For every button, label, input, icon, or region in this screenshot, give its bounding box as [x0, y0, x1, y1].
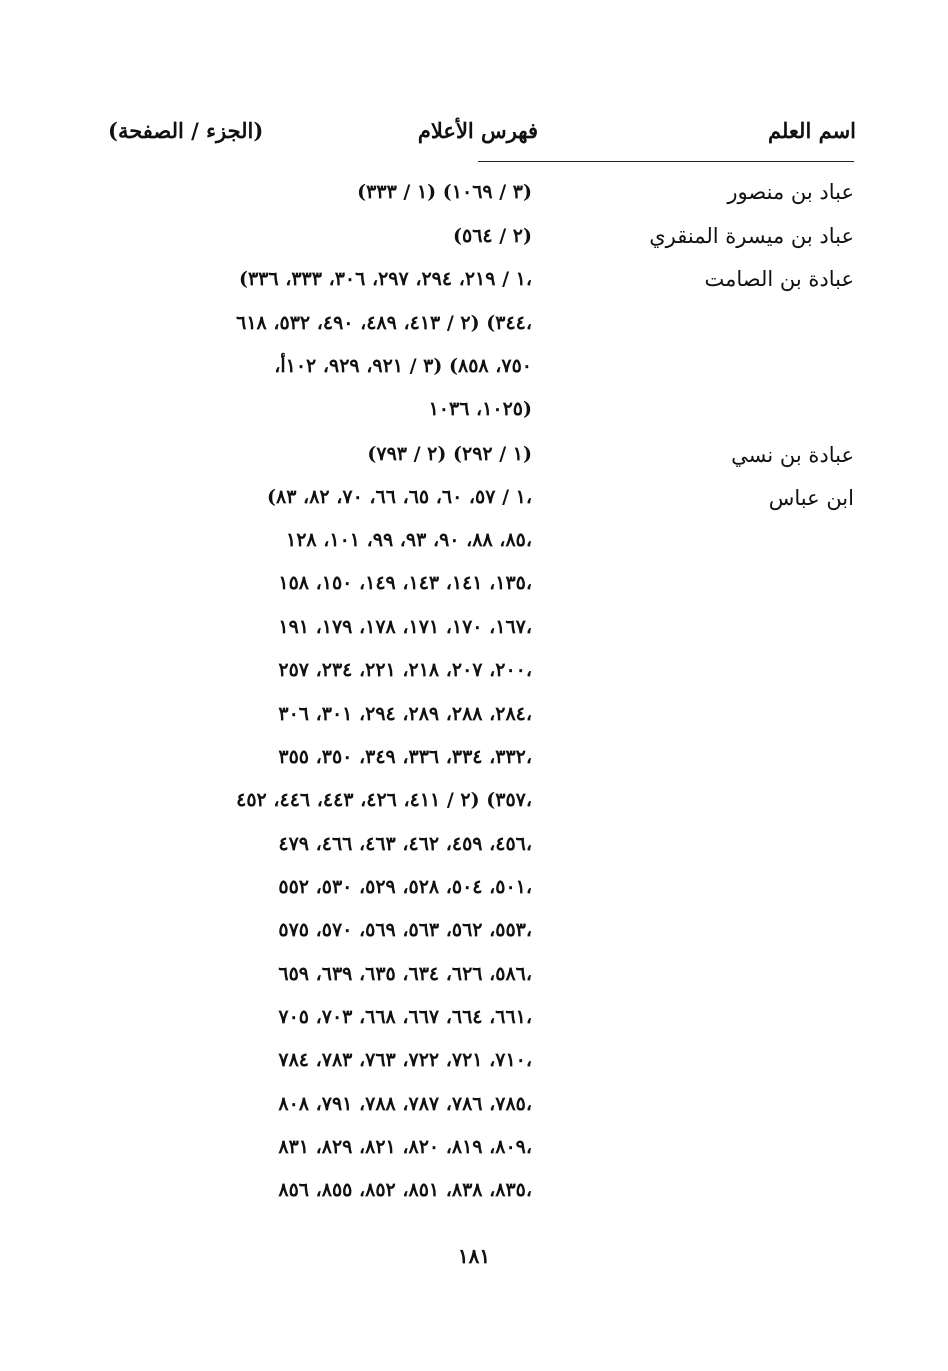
reference-line: ٣٣٢، ٣٣٤، ٣٣٦، ٣٤٩، ٣٥٠، ٣٥٥، — [278, 746, 532, 768]
reference-line: (٢ / ٥٦٤) — [452, 225, 532, 247]
reference-line: (١ / ٢١٩، ٢٩٤، ٢٩٧، ٣٠٦، ٣٣٣، ٣٣٦، — [238, 268, 532, 290]
reference-line: (١ / ٣٣٣) (٣ / ١٠٦٩) — [357, 181, 532, 203]
reference-line: ٨٠٩، ٨١٩، ٨٢٠، ٨٢١، ٨٢٩، ٨٣١، — [278, 1136, 532, 1158]
reference-line: ٦٦١، ٦٦٤، ٦٦٧، ٦٦٨، ٧٠٣، ٧٠٥، — [278, 1006, 532, 1028]
reference-line: ٨٣٥، ٨٣٨، ٨٥١، ٨٥٢، ٨٥٥، ٨٥٦، — [278, 1179, 532, 1201]
entry-name: عباد بن ميسرة المنقري — [649, 224, 854, 248]
reference-line: (٢ / ٧٩٣) (١ / ٢٩٢) — [367, 443, 532, 465]
entry-name: ابن عباس — [768, 486, 854, 510]
reference-line: ٧١٠، ٧٢١، ٧٢٢، ٧٦٣، ٧٨٣، ٧٨٤، — [278, 1049, 532, 1071]
header-name-column: اسم العلم — [767, 118, 856, 143]
reference-line: ١٠٢٥، ١٠٣٦) — [428, 398, 532, 420]
reference-line: ٥٥٣، ٥٦٢، ٥٦٣، ٥٦٩، ٥٧٠، ٥٧٥، — [278, 919, 532, 941]
page-number: ١٨١ — [457, 1244, 491, 1268]
reference-line: ٧٥٠، ٨٥٨) (٣ / ٩٢١، ٩٢٩، ١٠٢أ، — [274, 355, 532, 377]
header-title: فهرس الأعلام — [417, 118, 538, 143]
entry-name: عبادة بن نسي — [731, 443, 854, 467]
reference-line: ٣٥٧) (٢ / ٤١١، ٤٢٦، ٤٤٣، ٤٤٦، ٤٥٢، — [236, 789, 532, 811]
page-header — [108, 118, 856, 154]
reference-line: ٥٨٦، ٦٢٦، ٦٣٤، ٦٣٥، ٦٣٩، ٦٥٩، — [278, 963, 532, 985]
reference-line: ٢٨٤، ٢٨٨، ٢٨٩، ٢٩٤، ٣٠١، ٣٠٦، — [278, 703, 532, 725]
reference-line: ٧٨٥، ٧٨٦، ٧٨٧، ٧٨٨، ٧٩١، ٨٠٨، — [278, 1093, 532, 1115]
reference-line: ١٦٧، ١٧٠، ١٧١، ١٧٨، ١٧٩، ١٩١، — [278, 616, 532, 638]
entry-name: عبادة بن الصامت — [704, 267, 854, 291]
header-rule — [478, 161, 854, 162]
reference-line: ٨٥، ٨٨، ٩٠، ٩٣، ٩٩، ١٠١، ١٢٨، — [286, 529, 532, 551]
reference-line: ٤٥٦، ٤٥٩، ٤٦٢، ٤٦٣، ٤٦٦، ٤٧٩، — [278, 833, 532, 855]
reference-line: (١ / ٥٧، ٦٠، ٦٥، ٦٦، ٧٠، ٨٢، ٨٣، — [267, 486, 532, 508]
reference-line: ٣٤٤) (٢ / ٤١٣، ٤٨٩، ٤٩٠، ٥٣٢، ٦١٨، — [236, 312, 532, 334]
entry-name: عباد بن منصور — [727, 180, 854, 204]
reference-line: ٥٠١، ٥٠٤، ٥٢٨، ٥٢٩، ٥٣٠، ٥٥٢، — [278, 876, 532, 898]
reference-line: ٢٠٠، ٢٠٧، ٢١٨، ٢٢١، ٢٣٤، ٢٥٧، — [278, 659, 532, 681]
header-volume-page-column: (الجزء / الصفحة) — [108, 118, 264, 143]
reference-line: ١٣٥، ١٤١، ١٤٣، ١٤٩، ١٥٠، ١٥٨، — [278, 572, 532, 594]
